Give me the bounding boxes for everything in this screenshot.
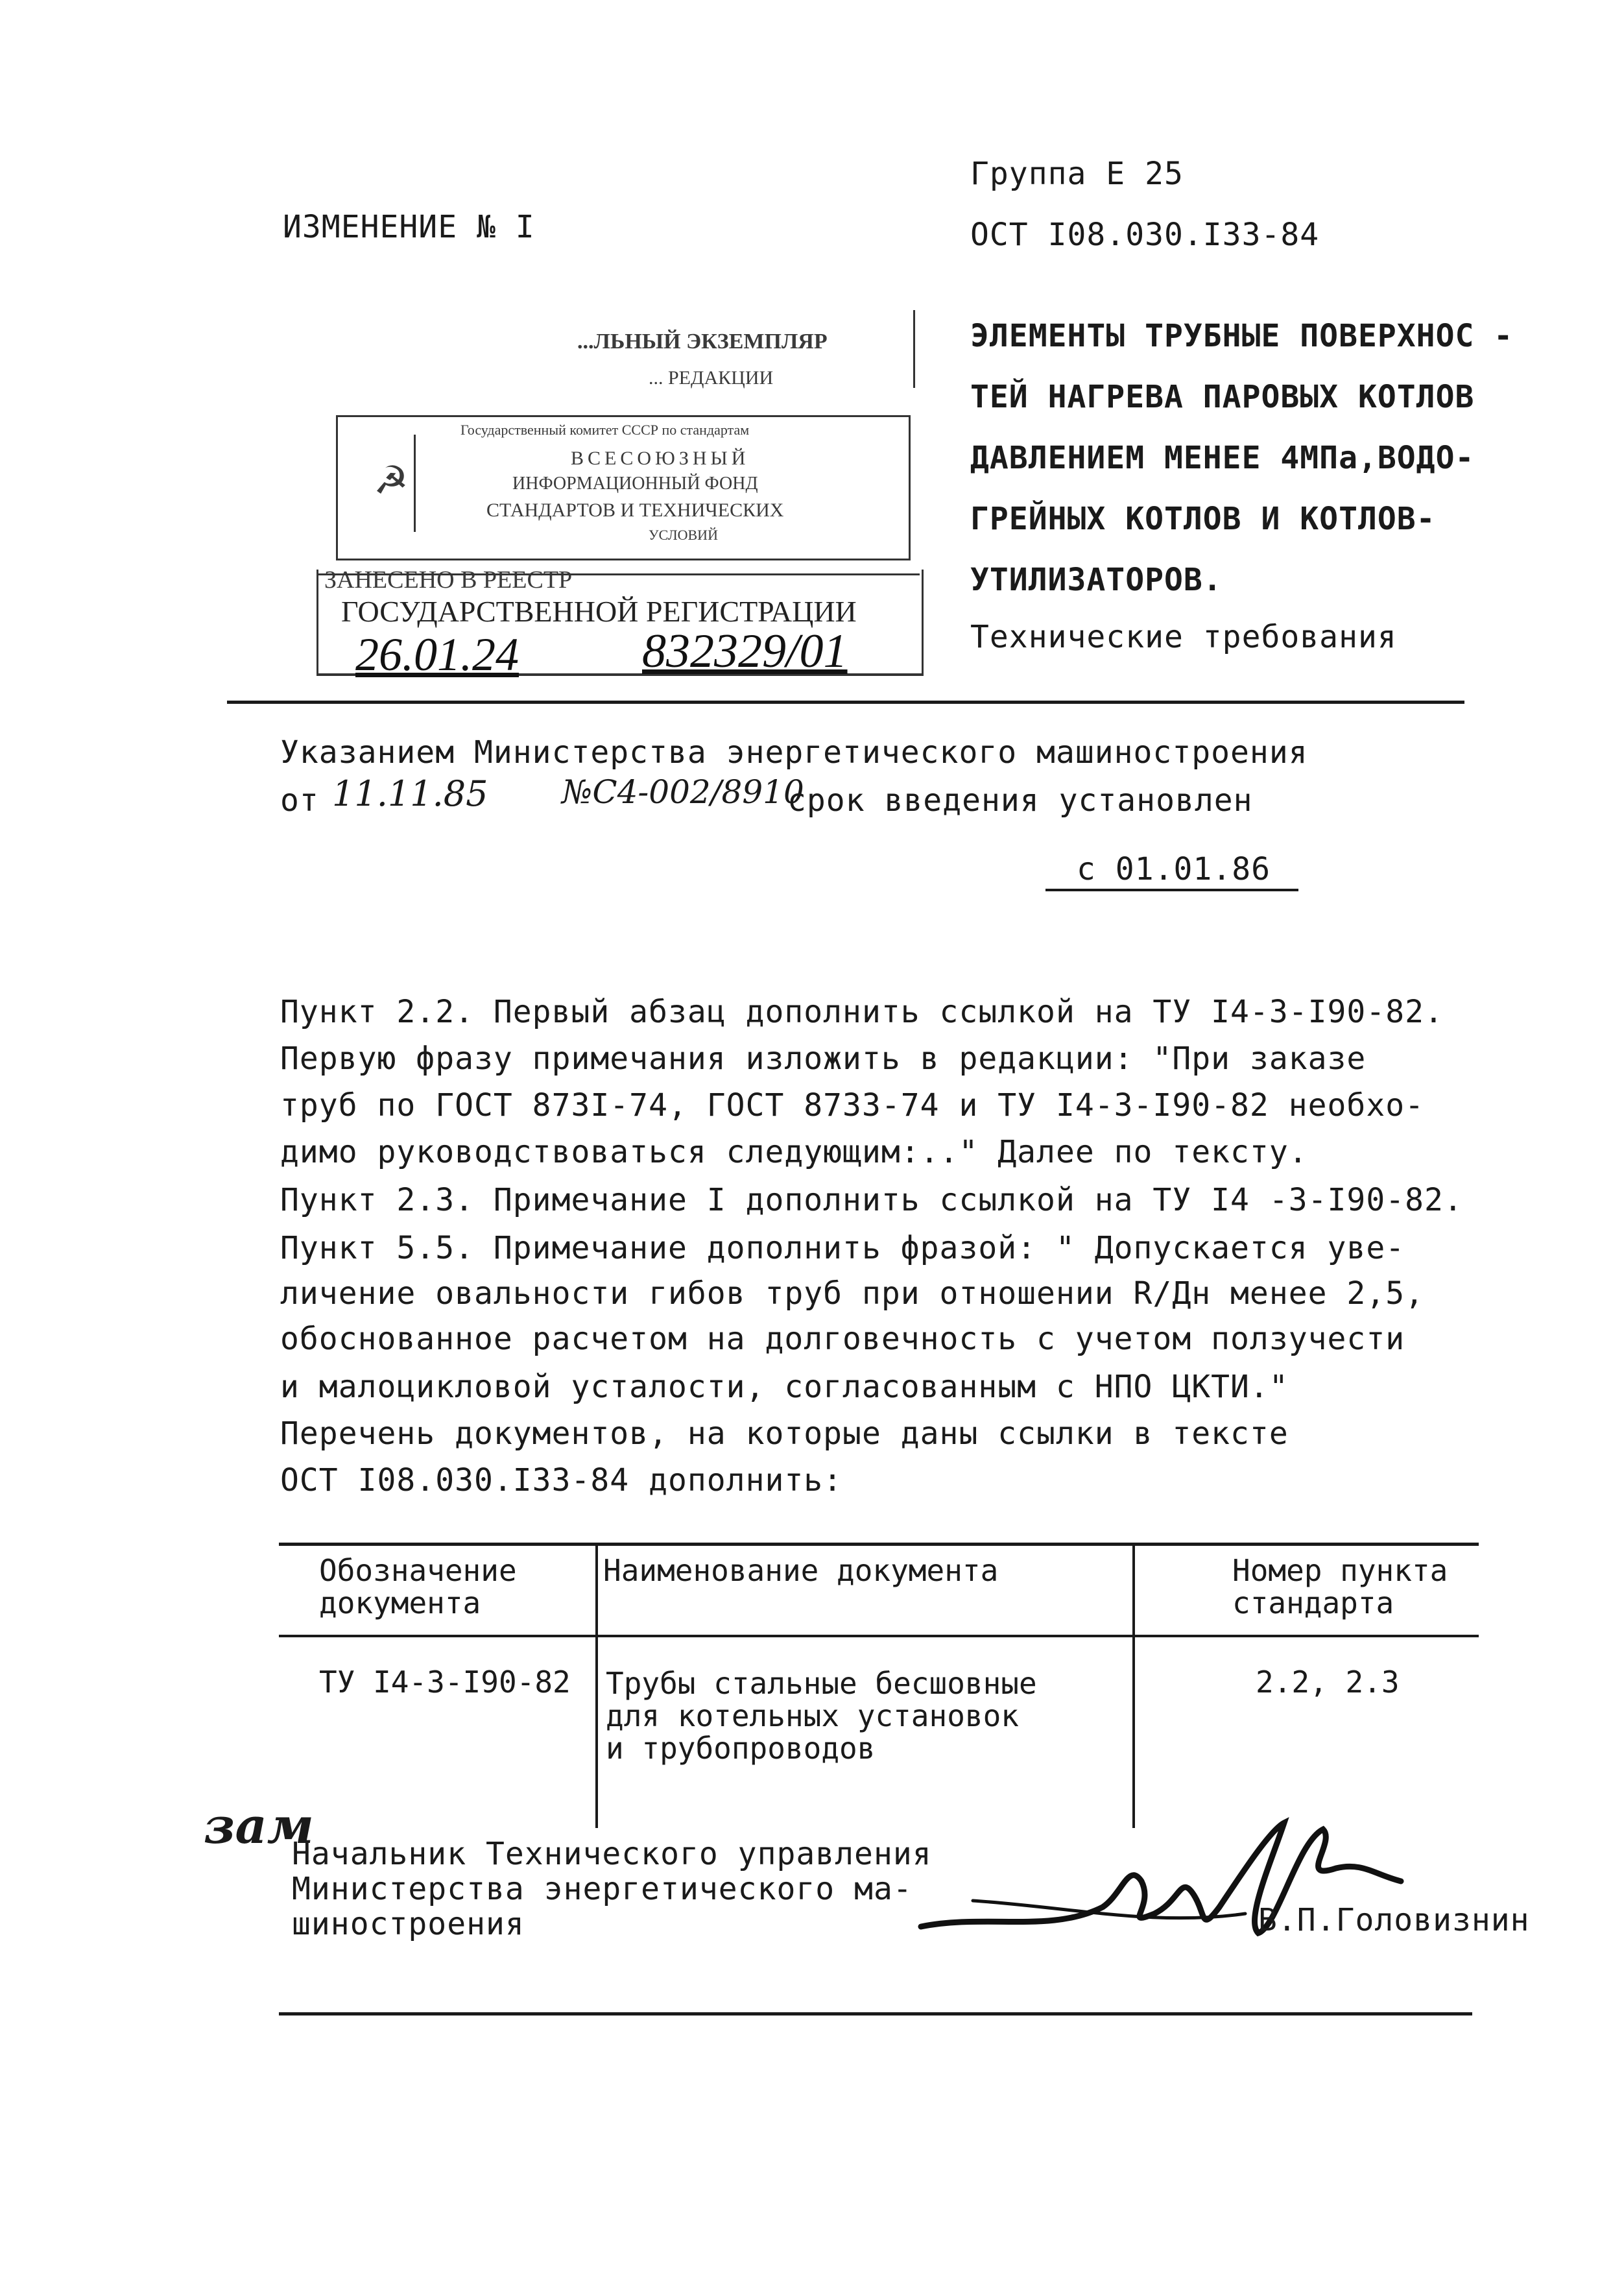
table-col-divider-2	[1132, 1543, 1135, 1828]
decree-effective-date: с 01.01.86	[1077, 851, 1271, 887]
stamp-line-d: УСЛОВИЙ	[649, 527, 718, 543]
stamp-line-b: ИНФОРМАЦИОННЫЙ ФОНД	[512, 474, 758, 494]
table-row-clause: 2.2, 2.3	[1256, 1665, 1400, 1700]
body-line-11: ОСТ I08.030.I33-84 дополнить:	[280, 1462, 843, 1498]
signature-prefix-handwritten: зам	[204, 1797, 314, 1855]
table-header-rule	[279, 1635, 1479, 1637]
stamp-registry-line-2: ГОСУДАРСТВЕННОЙ РЕГИСТРАЦИИ	[341, 595, 857, 628]
references-table	[279, 1543, 1479, 1835]
body-line-5: Пункт 2.3. Примечание I дополнить ссылкой на ТУ I4 -3-I90-82.	[280, 1182, 1463, 1218]
standard-code: ОСТ I08.030.I33-84	[970, 217, 1320, 253]
body-line-2: Первую фразу примечания изложить в редакции: "При заказе	[280, 1041, 1367, 1077]
table-col-divider-1	[595, 1543, 598, 1828]
title-line-2: ТЕЙ НАГРЕВА ПАРОВЫХ КОТЛОВ	[970, 379, 1475, 415]
signature-name: В.П.Головизнин	[1258, 1902, 1530, 1938]
decree-from: от	[280, 782, 319, 819]
decree-line-1: Указанием Министерства энергетического машиностроения	[280, 734, 1308, 771]
stamp-registry-line-1: ЗАНЕСЕНО В РЕЕСТР	[324, 566, 573, 594]
change-label: ИЗМЕНЕНИЕ № I	[283, 209, 535, 245]
body-line-1: Пункт 2.2. Первый абзац дополнить ссылкой на ТУ I4-3-I90-82.	[280, 994, 1444, 1030]
stamp-emblem-icon: ☭	[374, 459, 409, 502]
title-line-5: УТИЛИЗАТОРОВ.	[970, 562, 1223, 598]
table-header-clause: Номер пункта стандарта	[1232, 1553, 1448, 1620]
stamp-line-c: СТАНДАРТОВ И ТЕХНИЧЕСКИХ	[486, 499, 784, 521]
title-line-3: ДАВЛЕНИЕМ МЕНЕЕ 4МПа,ВОДО-	[970, 440, 1475, 476]
stamp-line-a: ВСЕСОЮЗНЫЙ	[571, 448, 750, 469]
subtitle: Технические требования	[970, 619, 1397, 655]
table-header-name: Наименование документа	[603, 1553, 999, 1588]
body-line-9: и малоцикловой усталости, согласованным с НПО ЦКТИ."	[280, 1369, 1289, 1405]
decree-line-2-rest: срок введения установлен	[787, 782, 1253, 819]
signature-title-line-2: Министерства энергетического ма-	[292, 1871, 913, 1907]
signature-title-line-1: Начальник Технического управления	[292, 1836, 932, 1872]
body-line-4: димо руководствоваться следующим:.." Далее по тексту.	[280, 1134, 1308, 1170]
handwritten-signature	[908, 1803, 1414, 1972]
decree-date-handwritten: 11.11.85	[332, 773, 488, 814]
stamp-top-line-2: ... РЕДАКЦИИ	[649, 367, 774, 389]
signature-title-line-3: шиностроения	[292, 1906, 525, 1942]
body-line-10: Перечень документов, на которые даны ссылки в тексте	[280, 1415, 1289, 1452]
stamp-top-line-1: ...ЛЬНЫЙ ЭКЗЕМПЛЯР	[577, 330, 828, 354]
body-line-8: обоснованное расчетом на долговечность с учетом ползучести	[280, 1321, 1405, 1357]
effective-date-underline	[1045, 889, 1298, 891]
table-row-name: Трубы стальные бесшовные для котельных установок и трубопроводов	[606, 1666, 1037, 1766]
header-divider	[227, 701, 1464, 704]
stamp-registry-date: 26.01.24	[355, 629, 519, 680]
table-top-rule	[279, 1543, 1479, 1546]
bottom-rule	[279, 2012, 1472, 2015]
decree-number-handwritten: №С4-002/8910	[562, 773, 804, 811]
group-label: Группа Е 25	[970, 156, 1184, 192]
body-line-6: Пункт 5.5. Примечание дополнить фразой: " Допускается уве-	[280, 1230, 1405, 1266]
table-row-designation: ТУ I4-3-I90-82	[319, 1665, 571, 1700]
body-line-3: труб по ГОСТ 873I-74, ГОСТ 8733-74 и ТУ I4-3-I90-82 необхо-	[280, 1087, 1425, 1124]
title-line-4: ГРЕЙНЫХ КОТЛОВ И КОТЛОВ-	[970, 501, 1436, 537]
stamp-agency: Государственный комитет СССР по стандартам	[460, 422, 750, 438]
stamp-registry-number: 832329/01	[642, 625, 848, 678]
table-header-designation: Обозначение документа	[319, 1553, 517, 1620]
title-line-1: ЭЛЕМЕНТЫ ТРУБНЫЕ ПОВЕРХНОС -	[970, 318, 1514, 354]
body-line-7: личение овальности гибов труб при отношении R/Дн менее 2,5,	[280, 1275, 1425, 1312]
